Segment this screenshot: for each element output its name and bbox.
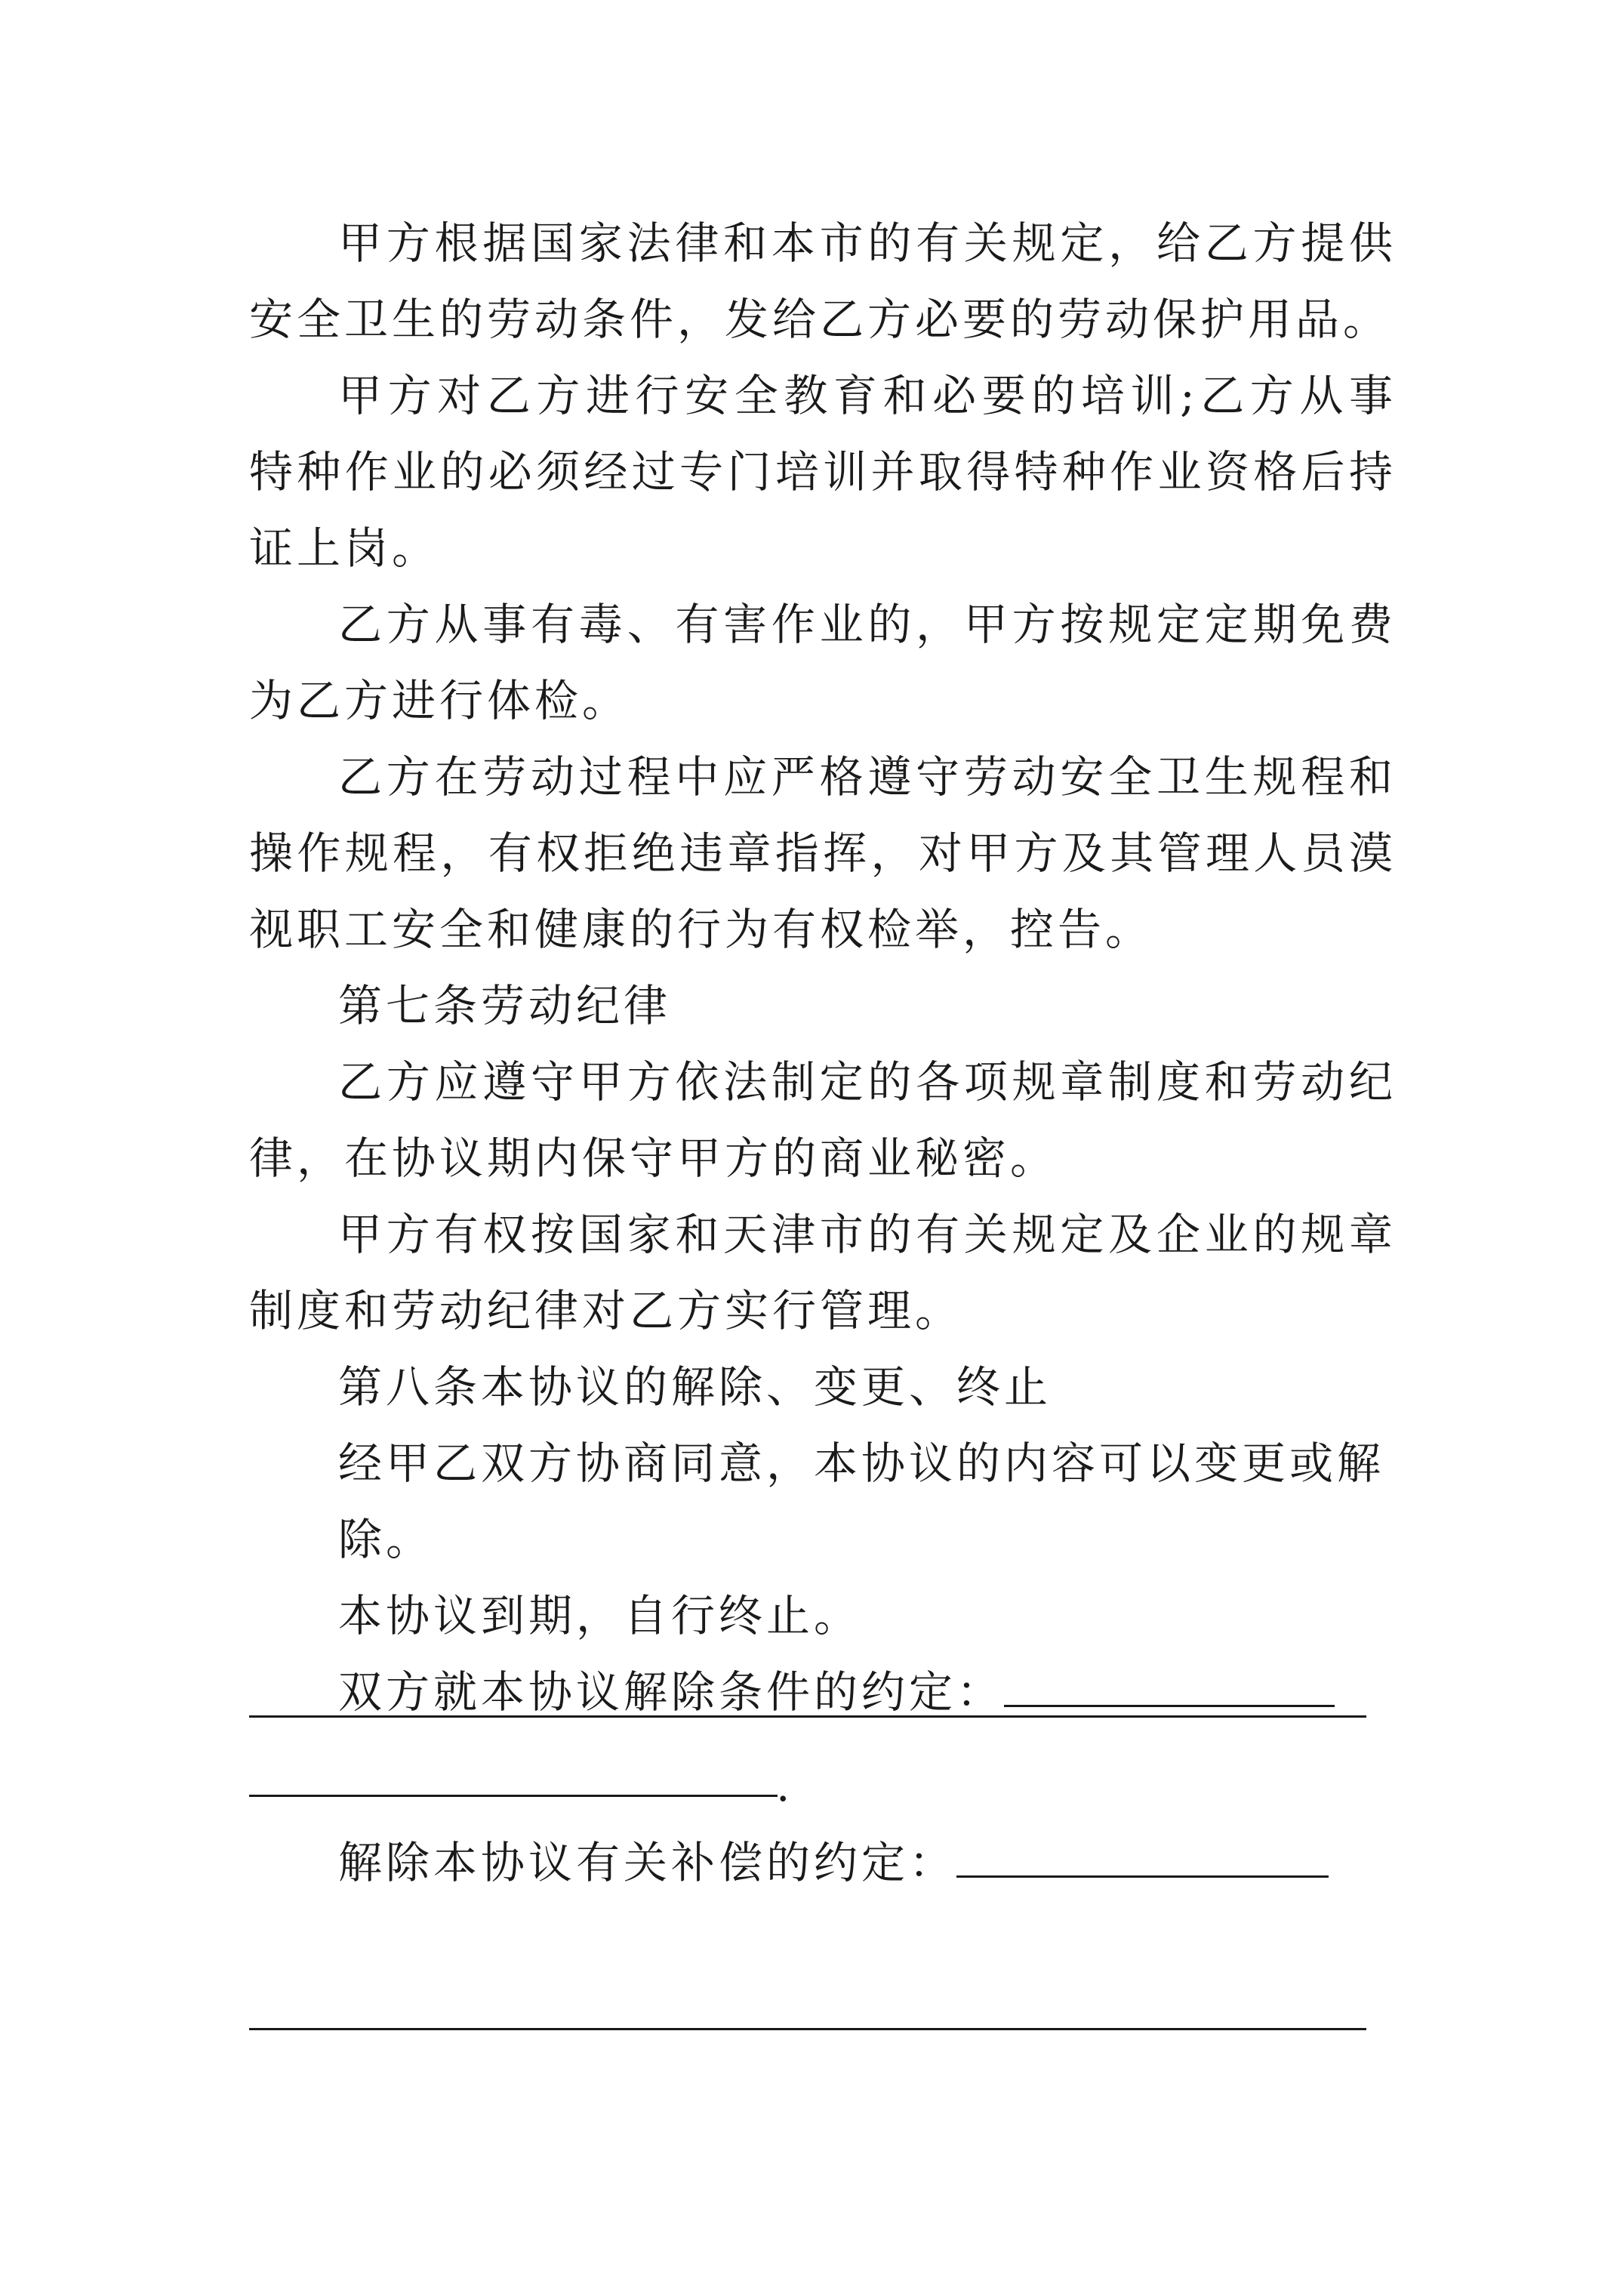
termination-blank-line-1[interactable] (249, 1715, 1366, 1718)
termination-blank-end-mark: . (776, 1760, 790, 1811)
paragraph-worker-rights: 乙方在劳动过程中应严格遵守劳动安全卫生规程和操作规程，有权拒绝违章指挥，对甲方及其管理人员漠视职工安全和健康的行为有权检举，控告。 (249, 751, 1397, 955)
article-7-title: 第七条劳动纪律 (338, 980, 672, 1031)
article-8-change-clause: 经甲乙双方协商同意，本协议的内容可以变更或解除。 (338, 1438, 1385, 1565)
termination-conditions-row (249, 1654, 1397, 1730)
compensation-blank[interactable] (956, 1836, 1329, 1878)
article-8-expiry-clause: 本协议到期，自行终止。 (338, 1590, 862, 1641)
termination-conditions-label: 双方就本协议解除条件的约定： (338, 1666, 1005, 1718)
document-body (249, 205, 1397, 1730)
paragraph-management-rights: 甲方有权按国家和天津市的有关规定及企业的规章制度和劳动纪律对乙方实行管理。 (249, 1209, 1397, 1336)
compensation-row (249, 1825, 1486, 1901)
paragraph-safety-conditions: 甲方根据国家法律和本市的有关规定，给乙方提供安全卫生的劳动条件，发给乙方必要的劳动保护用品。 (249, 217, 1397, 345)
paragraph-safety-training: 甲方对乙方进行安全教育和必要的培训;乙方从事特种作业的必须经过专门培训并取得特种作业资格后持证上岗。 (249, 370, 1397, 574)
article-8-title: 第八条本协议的解除、变更、终止 (338, 1361, 1052, 1413)
termination-blank-line-2[interactable] (249, 1795, 778, 1797)
paragraph-discipline-obligation: 乙方应遵守甲方依法制定的各项规章制度和劳动纪律，在协议期内保守甲方的商业秘密。 (249, 1056, 1397, 1184)
paragraph-health-check: 乙方从事有毒、有害作业的，甲方按规定定期免费为乙方进行体检。 (249, 599, 1397, 726)
termination-conditions-blank[interactable] (1004, 1666, 1335, 1707)
compensation-blank-line-1[interactable] (249, 2028, 1366, 2030)
compensation-label: 解除本协议有关补偿的约定： (338, 1837, 957, 1888)
